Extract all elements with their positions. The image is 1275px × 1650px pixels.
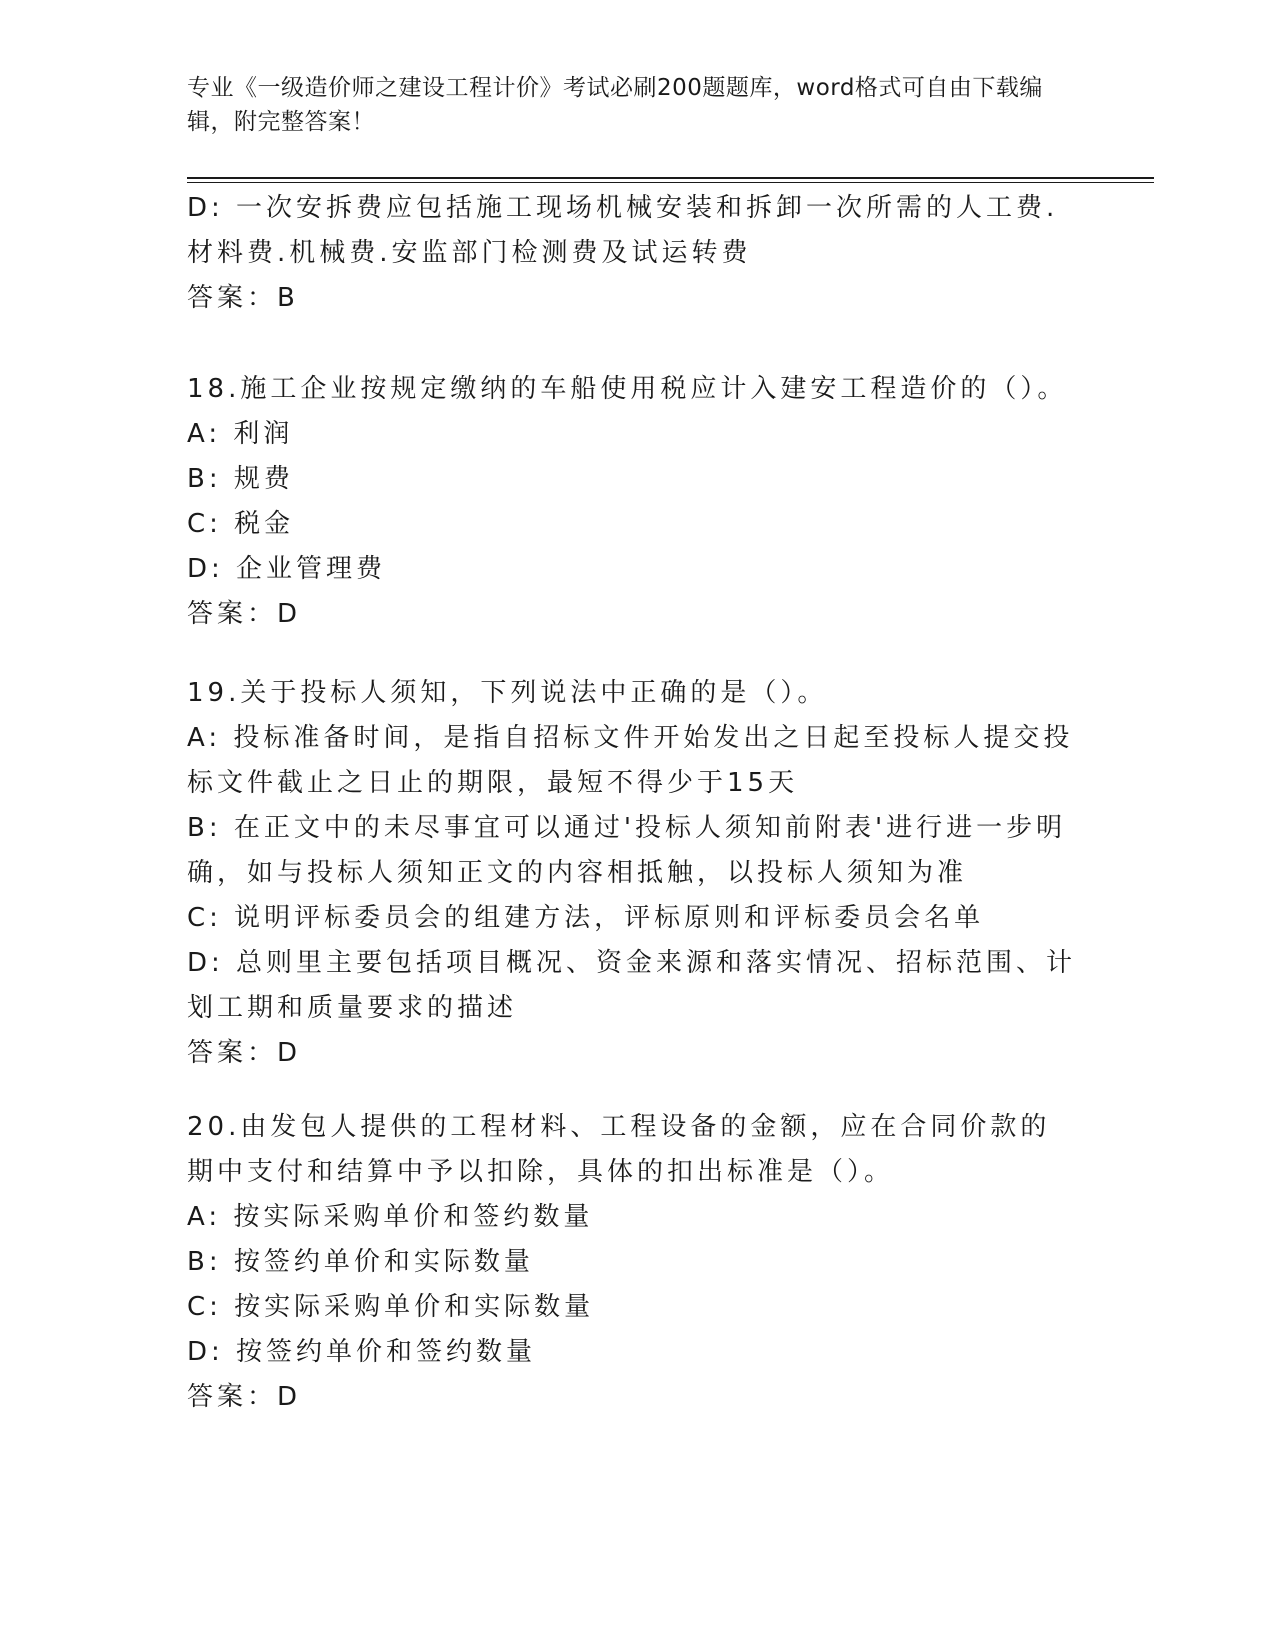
question-stem: 20.由发包人提供的工程材料、工程设备的金额，应在合同价款的期中支付和结算中予以扣除，具体的扣出标准是（）。: [187, 1112, 1051, 1187]
answer-label: 答案：B: [187, 283, 299, 313]
option-c: C: 说明评标委员会的组建方法，评标原则和评标委员会名单: [187, 903, 985, 933]
header-rule-thin: [187, 182, 1154, 183]
question-stem: 18.施工企业按规定缴纳的车船使用税应计入建安工程造价的（）。: [187, 374, 1068, 404]
answer-label: 答案：D: [187, 1382, 302, 1412]
option-d: D: 一次安拆费应包括施工现场机械安装和拆卸一次所需的人工费.材料费.机械费.安监部门检测费及试运转费: [187, 193, 1059, 268]
question-19: [187, 671, 1077, 1076]
header-rule-thick: [187, 177, 1154, 179]
question-17-continued: [187, 186, 1077, 321]
option-d: D: 总则里主要包括项目概况、资金来源和落实情况、招标范围、计划工期和质量要求的描述: [187, 948, 1077, 1023]
option-a: A: 利润: [187, 419, 294, 449]
question-stem: 19.关于投标人须知，下列说法中正确的是（）。: [187, 678, 828, 708]
answer-label: 答案：D: [187, 1038, 302, 1068]
option-b: B: 按签约单价和实际数量: [187, 1247, 534, 1277]
option-b: B: 规费: [187, 464, 294, 494]
question-18: [187, 367, 1077, 637]
option-d: D: 按签约单价和签约数量: [187, 1337, 537, 1367]
option-a: A: 按实际采购单价和签约数量: [187, 1202, 594, 1232]
option-c: C: 按实际采购单价和实际数量: [187, 1292, 595, 1322]
document-header: 专业《一级造价师之建设工程计价》考试必刷200题题库，word格式可自由下载编辑，附完整答案！: [187, 75, 1043, 135]
question-20: [187, 1105, 1077, 1420]
answer-label: 答案：D: [187, 599, 302, 629]
option-d: D: 企业管理费: [187, 554, 387, 584]
option-b: B: 在正文中的未尽事宜可以通过'投标人须知前附表'进行进一步明确，如与投标人须知正文的内容相抵触，以投标人须知为准: [187, 813, 1067, 888]
option-c: C: 税金: [187, 509, 295, 539]
option-a: A: 投标准备时间，是指自招标文件开始发出之日起至投标人提交投标文件截止之日止的期限，最短不得少于15天: [187, 723, 1074, 798]
